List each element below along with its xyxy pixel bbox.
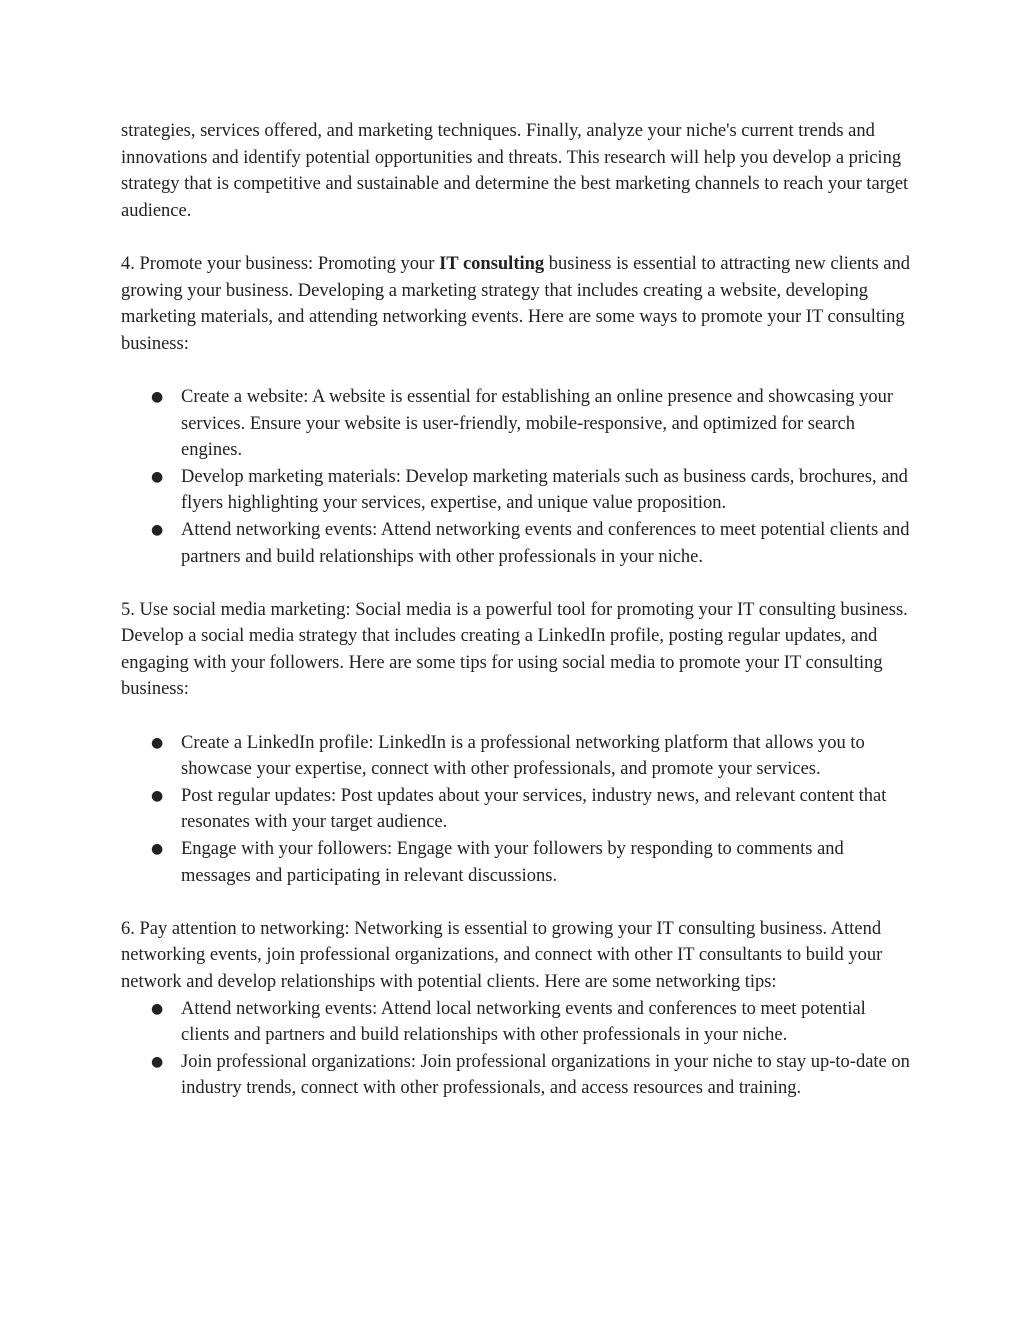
list-item bbox=[121, 836, 911, 889]
list-item bbox=[121, 517, 911, 570]
list-item-text: Develop marketing materials: Develop marketing materials such as business cards, brochures, and flyers highlighting your services, expertise, and unique value proposition. bbox=[181, 466, 908, 514]
list-item bbox=[121, 996, 911, 1049]
bullet-icon: ● bbox=[151, 1053, 164, 1070]
list-item bbox=[121, 384, 911, 464]
list-item-text: Create a website: A website is essential for establishing an online presence and showcasing your services. Ensure your website is user-friendly, mobile-responsive, and optimized for search engines. bbox=[181, 386, 894, 461]
bullet-icon: ● bbox=[151, 388, 164, 405]
section-6-list bbox=[121, 996, 911, 1102]
list-item-text: Post regular updates: Post updates about your services, industry news, and relevant content that resonates with your target audience. bbox=[181, 785, 887, 833]
intro-paragraph: strategies, services offered, and marketing techniques. Finally, analyze your niche's current trends and innovations and identify potential opportunities and threats. This research will help you develop a pricing strategy that is competitive and sustainable and determine the best marketing channels to reach your target audience. bbox=[121, 121, 909, 221]
bullet-icon: ● bbox=[151, 468, 164, 485]
bullet-icon: ● bbox=[151, 841, 164, 858]
section-4-paragraph bbox=[121, 251, 911, 357]
list-item bbox=[121, 1049, 911, 1102]
section-5-paragraph: 5. Use social media marketing: Social media is a powerful tool for promoting your IT consulting business. Develop a social media strategy that includes creating a LinkedIn profile, posting regular updates, and engaging with your followers. Here are some tips for using social media to promote your IT consulting business: bbox=[121, 599, 908, 700]
list-item-text: Attend networking events: Attend networking events and conferences to meet potential clients and partners and build relationships with other professionals in your niche. bbox=[181, 519, 910, 567]
list-item-text: Attend networking events: Attend local networking events and conferences to meet potential clients and partners and build relationships with other professionals in your niche. bbox=[181, 998, 866, 1046]
bullet-icon: ● bbox=[151, 734, 164, 751]
section-5-list bbox=[121, 730, 911, 890]
bullet-icon: ● bbox=[151, 521, 164, 538]
list-item-text: Engage with your followers: Engage with your followers by responding to comments and messages and participating in relevant discussions. bbox=[181, 839, 844, 886]
bullet-icon: ● bbox=[151, 1000, 164, 1017]
bullet-icon: ● bbox=[151, 787, 164, 804]
section-6-paragraph: 6. Pay attention to networking: Networking is essential to growing your IT consulting business. Attend networking events, join professional organizations, and connect with other IT consultants to build your network and develop relationships with potential clients. Here are some networking tips: bbox=[121, 918, 883, 992]
section-4-lead: 4. Promote your business: Promoting your bbox=[121, 253, 440, 274]
list-item bbox=[121, 730, 911, 783]
list-item bbox=[121, 464, 911, 517]
document-page bbox=[121, 118, 911, 1102]
list-item bbox=[121, 783, 911, 836]
list-item-text: Create a LinkedIn profile: LinkedIn is a professional networking platform that allows you to showcase your expertise, connect with other professionals, and promote your services. bbox=[181, 732, 865, 780]
list-item-text: Join professional organizations: Join professional organizations in your niche to stay up-to-date on industry trends, connect with other professionals, and access resources and training. bbox=[181, 1051, 910, 1099]
section-4-list bbox=[121, 384, 911, 570]
section-4-rest: business is essential to attracting new clients and growing your business. Developing a marketing strategy that includes creating a website, developing marketing materials, and attending networking events. Here are some ways to promote your IT consulting business: bbox=[121, 253, 910, 354]
it-consulting-keyword: IT consulting bbox=[439, 253, 545, 274]
